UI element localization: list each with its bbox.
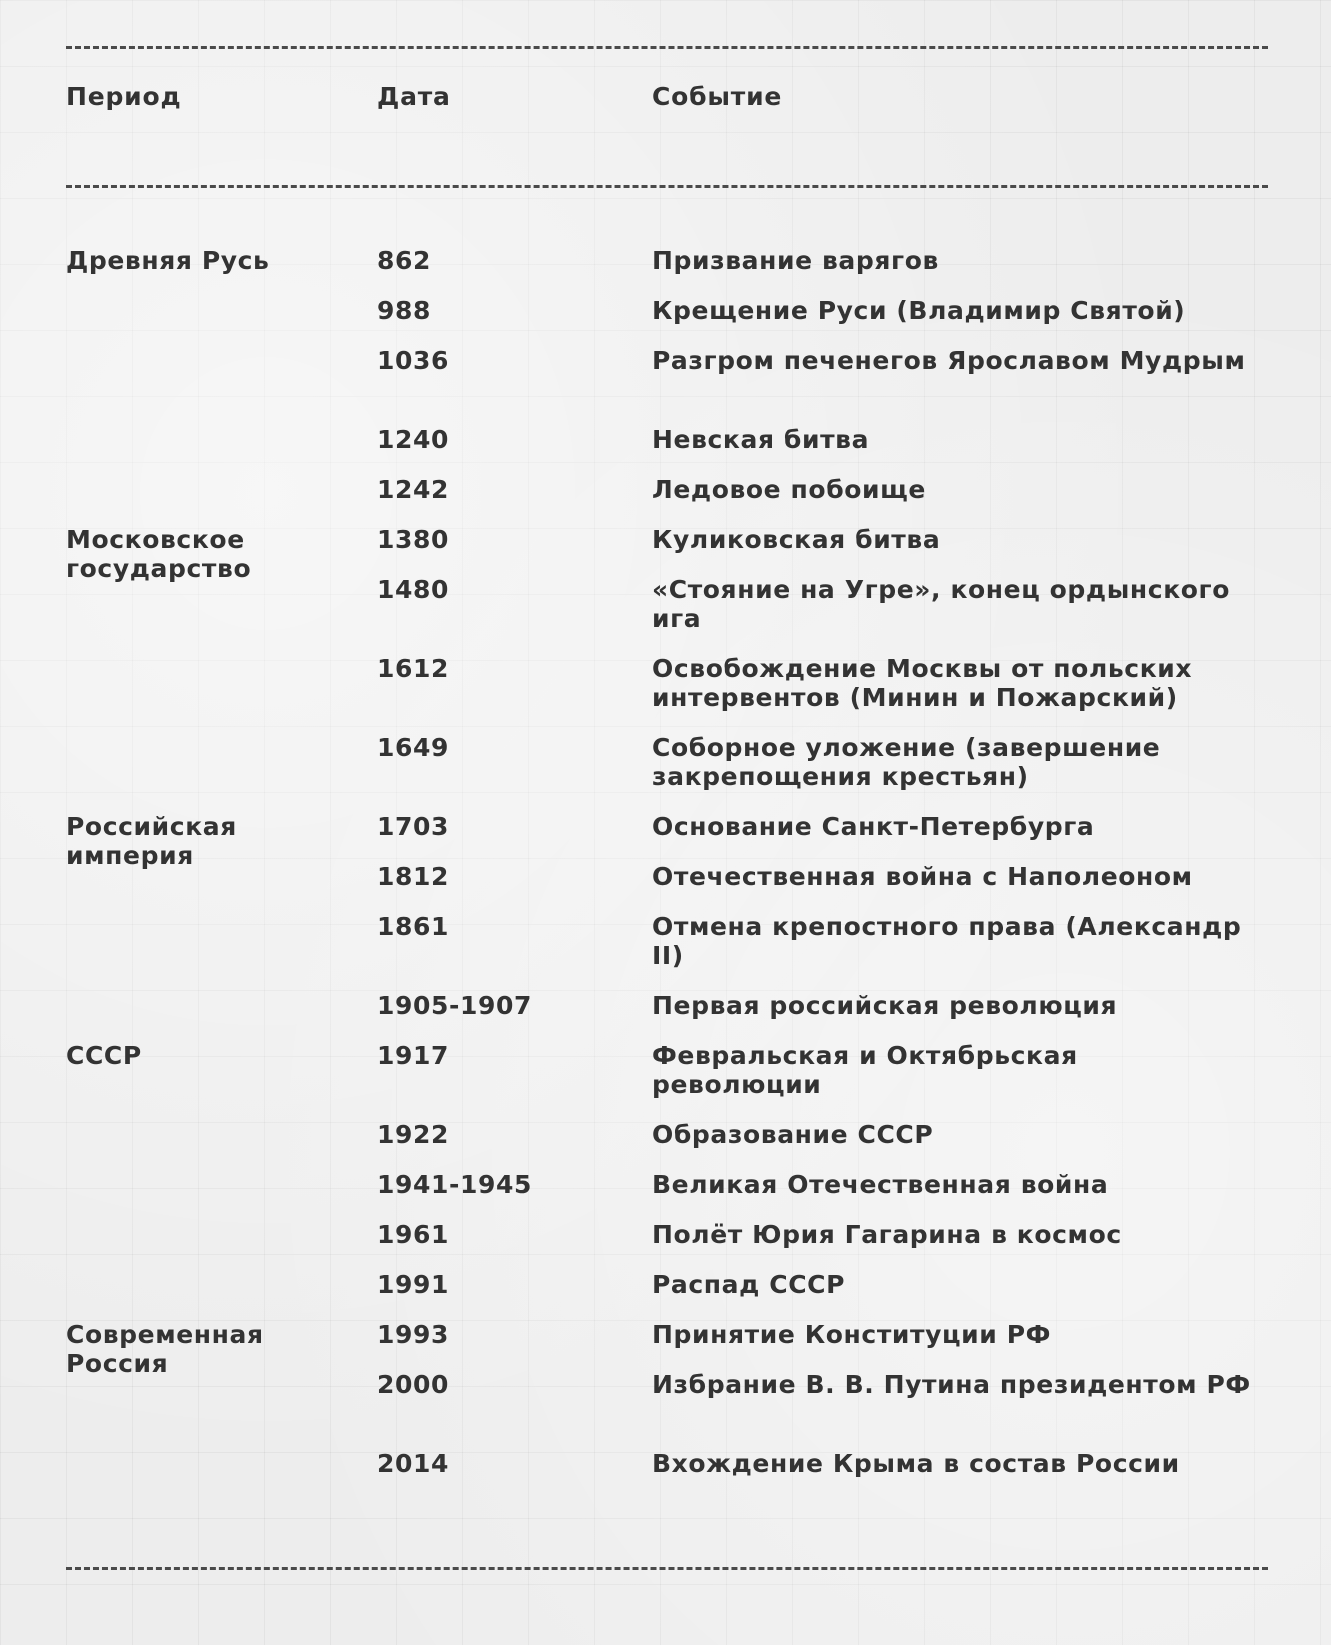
table-row bbox=[0, 575, 1331, 654]
event-cell: «Стояние на Угре», конец ордынского ига bbox=[652, 575, 1230, 633]
event-cell: Соборное уложение (завершение закрепощения крестьян) bbox=[652, 733, 1161, 791]
event-cell: Куликовская битва bbox=[652, 525, 941, 554]
event-cell: Призвание варягов bbox=[652, 246, 939, 275]
event-cell: Отмена крепостного права (Александр II) bbox=[652, 912, 1242, 970]
period-cell: Московское государство bbox=[66, 525, 252, 583]
table-row bbox=[0, 1320, 1331, 1378]
event-cell: Отечественная война с Наполеоном bbox=[652, 862, 1193, 891]
table-row bbox=[0, 346, 1331, 425]
table-row bbox=[0, 296, 1331, 346]
event-cell: Образование СССР bbox=[652, 1120, 934, 1149]
event-cell: Великая Отечественная война bbox=[652, 1170, 1109, 1199]
date-cell: 1480 bbox=[377, 575, 449, 604]
date-cell: 1380 bbox=[377, 525, 449, 554]
date-cell: 1941-1945 bbox=[377, 1170, 532, 1199]
date-cell: 2000 bbox=[377, 1370, 449, 1399]
date-cell: 988 bbox=[377, 296, 431, 325]
table-row bbox=[0, 525, 1331, 583]
event-cell: Первая российская революция bbox=[652, 991, 1118, 1020]
date-cell: 1036 bbox=[377, 346, 449, 375]
event-cell: Основание Санкт-Петербурга bbox=[652, 812, 1095, 841]
event-cell: Разгром печенегов Ярославом Мудрым bbox=[652, 346, 1246, 375]
table-row bbox=[0, 1041, 1331, 1120]
date-cell: 1649 bbox=[377, 733, 449, 762]
date-cell: 1993 bbox=[377, 1320, 449, 1349]
event-cell: Крещение Руси (Владимир Святой) bbox=[652, 296, 1186, 325]
header-event: Событие bbox=[652, 82, 783, 111]
date-cell: 1922 bbox=[377, 1120, 449, 1149]
period-cell: Российская империя bbox=[66, 812, 237, 870]
top-divider bbox=[66, 46, 1268, 49]
date-cell: 1812 bbox=[377, 862, 449, 891]
date-cell: 1240 bbox=[377, 425, 449, 454]
table-row bbox=[0, 246, 1331, 296]
event-cell: Полёт Юрия Гагарина в космос bbox=[652, 1220, 1122, 1249]
header-period: Период bbox=[66, 82, 182, 111]
event-cell: Распад СССР bbox=[652, 1270, 846, 1299]
date-cell: 862 bbox=[377, 246, 431, 275]
bottom-divider bbox=[66, 1567, 1268, 1570]
date-cell: 1612 bbox=[377, 654, 449, 683]
table-row bbox=[0, 1170, 1331, 1220]
table-row bbox=[0, 1120, 1331, 1170]
date-cell: 1905-1907 bbox=[377, 991, 532, 1020]
period-cell: Древняя Русь bbox=[66, 246, 270, 275]
event-cell: Принятие Конституции РФ bbox=[652, 1320, 1052, 1349]
table-row bbox=[0, 862, 1331, 912]
event-cell: Невская битва bbox=[652, 425, 870, 454]
timeline-table bbox=[0, 246, 1331, 1528]
period-cell: Современная Россия bbox=[66, 1320, 264, 1378]
table-row bbox=[0, 1270, 1331, 1320]
table-row bbox=[0, 475, 1331, 525]
date-cell: 1991 bbox=[377, 1270, 449, 1299]
table-row bbox=[0, 1370, 1331, 1449]
event-cell: Избрание В. В. Путина президентом РФ bbox=[652, 1370, 1251, 1399]
period-cell: СССР bbox=[66, 1041, 142, 1070]
table-row bbox=[0, 733, 1331, 812]
header-date: Дата bbox=[377, 82, 451, 111]
date-cell: 1917 bbox=[377, 1041, 449, 1070]
table-row bbox=[0, 912, 1331, 991]
event-cell: Февральская и Октябрьская революции bbox=[652, 1041, 1078, 1099]
header-divider bbox=[66, 185, 1268, 188]
event-cell: Вхождение Крыма в состав России bbox=[652, 1449, 1180, 1478]
table-row bbox=[0, 425, 1331, 475]
event-cell: Освобождение Москвы от польских интервентов (Минин и Пожарский) bbox=[652, 654, 1193, 712]
date-cell: 1242 bbox=[377, 475, 449, 504]
date-cell: 1961 bbox=[377, 1220, 449, 1249]
table-row bbox=[0, 1220, 1331, 1270]
event-cell: Ледовое побоище bbox=[652, 475, 926, 504]
date-cell: 2014 bbox=[377, 1449, 449, 1478]
table-row bbox=[0, 1449, 1331, 1528]
date-cell: 1703 bbox=[377, 812, 449, 841]
table-row bbox=[0, 991, 1331, 1041]
table-row bbox=[0, 812, 1331, 870]
date-cell: 1861 bbox=[377, 912, 449, 941]
table-row bbox=[0, 654, 1331, 733]
